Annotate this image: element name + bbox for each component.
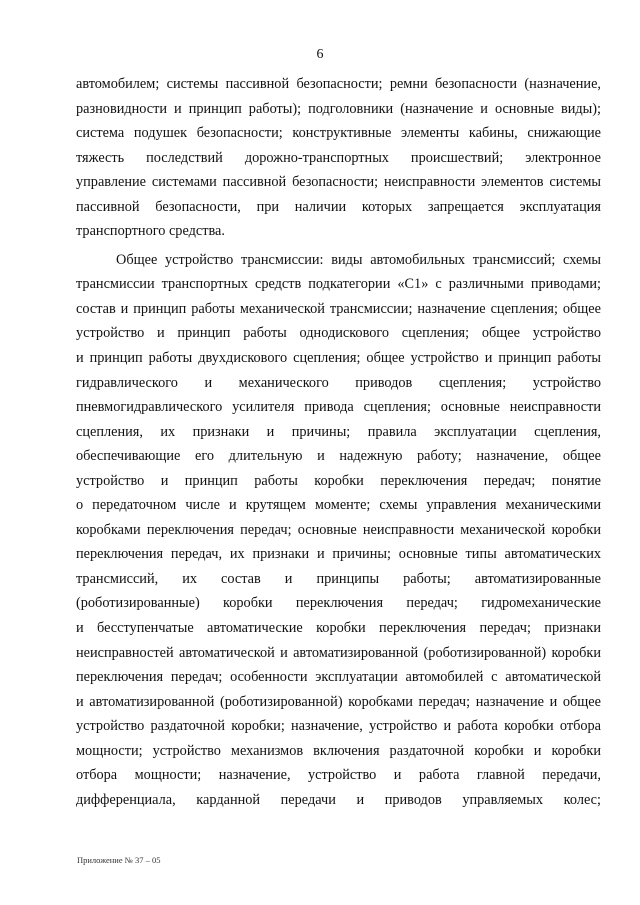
text-line: автомобилем; системы пассивной безопасности; ремни безопасности (назначение,	[76, 76, 601, 92]
text-line: пневмогидравлического усилителя привода сцепления; основные неисправности	[76, 399, 601, 416]
text-line: устройство раздаточной коробки; назначение, устройство и работа коробки отбора	[76, 718, 601, 735]
text-line: сцепления, их признаки и причины; правила эксплуатации сцепления,	[76, 423, 601, 440]
text-line: разновидности и принцип работы); подголовники (назначение и основные виды);	[76, 100, 601, 117]
paragraph-passive-safety	[76, 72, 601, 244]
text-line: тяжесть последствий дорожно-транспортных происшествий; электронное	[76, 149, 601, 166]
text-line: и бесступенчатые автоматические коробки переключения передач; признаки	[76, 620, 601, 637]
text-line: управление системами пассивной безопасности; неисправности элементов системы	[76, 174, 601, 191]
text-line: трансмиссий, их состав и принципы работы; автоматизированные	[76, 570, 601, 587]
text-line: трансмиссии транспортных средств подкатегории «С1» с различными приводами;	[76, 276, 601, 293]
text-line: переключения передач, их признаки и причины; основные типы автоматических	[76, 546, 601, 563]
text-line: неисправностей автоматической и автоматизированной (роботизированной) коробки	[76, 644, 601, 661]
text-line: (роботизированные) коробки переключения передач; гидромеханические	[76, 595, 601, 612]
text-line: Общее устройство трансмиссии: виды автомобильных трансмиссий; схемы	[116, 251, 601, 268]
text-line: обеспечивающие его длительную и надежную работу; назначение, общее	[76, 448, 601, 465]
footer-annex-note: Приложение № 37 – 05	[77, 855, 161, 865]
text-line: переключения передач; особенности эксплуатации автомобилей с автоматической	[76, 669, 601, 686]
text-line: устройство и принцип работы коробки переключения передач; понятие	[76, 472, 601, 489]
text-line: система подушек безопасности; конструктивные элементы кабины, снижающие	[76, 125, 601, 142]
text-line: устройство и принцип работы однодискового сцепления; общее устройство	[76, 325, 601, 342]
text-line: пассивной безопасности, при наличии которых запрещается эксплуатация	[76, 198, 601, 215]
text-line: гидравлического и механического приводов сцепления; устройство	[76, 374, 601, 391]
text-line: коробками переключения передач; основные неисправности механической коробки	[76, 521, 601, 538]
text-line: отбора мощности; назначение, устройство и работа главной передачи,	[76, 767, 601, 784]
text-line: и автоматизированной (роботизированной) коробками передач; назначение и общее	[76, 693, 601, 710]
text-line: мощности; устройство механизмов включения раздаточной коробки и коробки	[76, 742, 601, 759]
document-body	[76, 72, 601, 812]
text-line: и принцип работы двухдискового сцепления; общее устройство и принцип работы	[76, 350, 601, 367]
paragraph-transmission	[76, 248, 601, 813]
text-line: дифференциала, карданной передачи и приводов управляемых колес;	[76, 791, 601, 808]
page-number: 6	[316, 47, 324, 62]
text-line: транспортного средства.	[76, 223, 225, 240]
text-line: о передаточном числе и крутящем моменте; схемы управления механическими	[76, 497, 601, 514]
text-line: состав и принцип работы механической трансмиссии; назначение сцепления; общее	[76, 300, 601, 317]
